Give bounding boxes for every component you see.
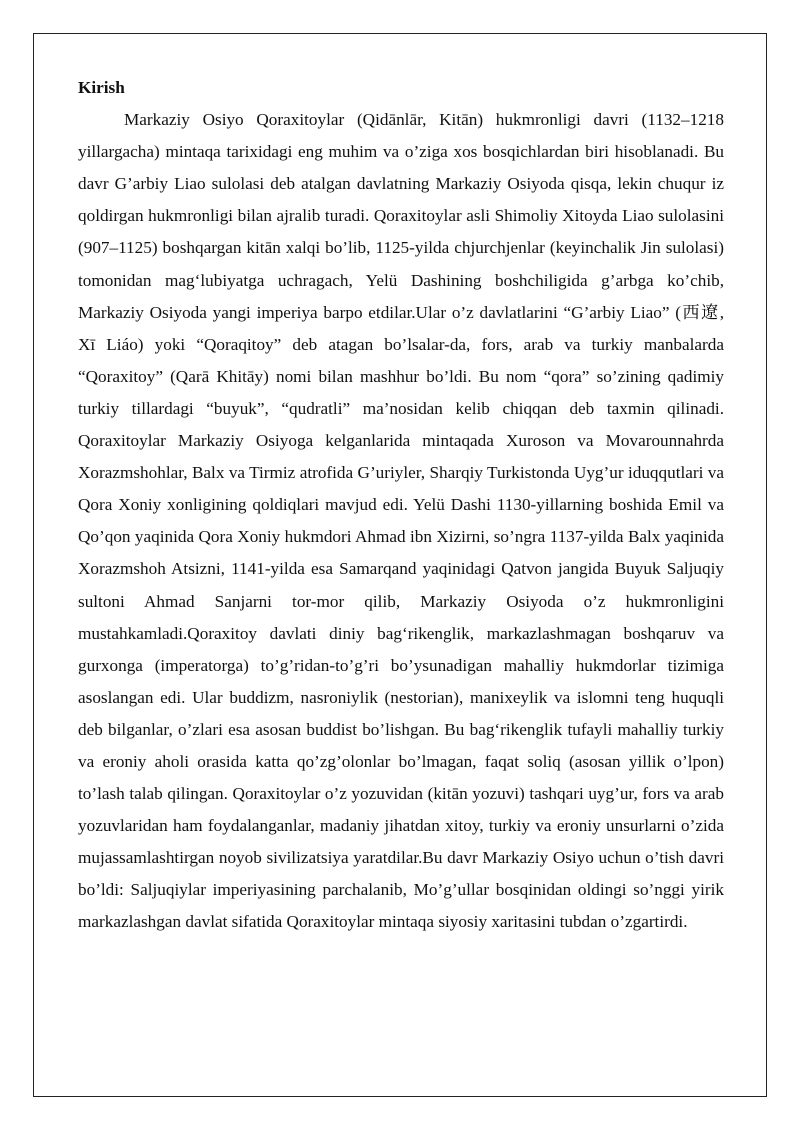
- body-paragraph: Markaziy Osiyo Qoraxitoylar (Qidānlār, Kitān) hukmronligi davri (1132–1218 yillargacha) mintaqa tarixidagi eng muhim va o’ziga xos bosqichlardan biri hisoblanadi. Bu davr G’arbiy Liao sulolasi deb atalgan davlatning Markaziy Osiyoda qisqa, lekin chuqur iz qoldirgan hukmronligi bilan ajralib turadi. Qoraxitoylar asli Shimoliy Xitoyda Liao sulolasini (907–1125) boshqargan kitān xalqi bo’lib, 1125-yilda chjurchjenlar (keyinchalik Jin sulolasi) tomonidan mag‘lubiyatga uchragach, Yelü Dashining boshchiligida g’arbga ko’chib, Markaziy Osiyoda yangi imperiya barpo etdilar.Ular o’z davlatlarini “G’arbiy Liao” (西遼, Xī Liáo) yoki “Qoraqitoy” deb atagan bo’lsalar-da, fors, arab va turkiy manbalarda “Qoraxitoy” (Qarā Khitāy) nomi bilan mashhur bo’ldi. Bu nom “qora” so’zining qadimiy turkiy tillardagi “buyuk”, “qudratli” ma’nosidan kelib chiqqan deb taxmin qilinadi. Qoraxitoylar Markaziy Osiyoga kelganlarida mintaqada Xuroson va Movarounnahrda Xorazmshohlar, Balx va Tirmiz atrofida G’uriyler, Sharqiy Turkistonda Uyg’ur iduqqutlari va Qora Xoniy xonligining qoldiqlari mavjud edi. Yelü Dashi 1130-yillarning boshida Emil va Qo’qon yaqinida Qora Xoniy hukmdori Ahmad ibn Xizirni, so’ngra 1137-yilda Balx yaqinida Xorazmshoh Atsizni, 1141-yilda esa Samarqand yaqinidagi Qatvon jangida Buyuk Saljuqiy sultoni Ahmad Sanjarni tor-mor qilib, Markaziy Osiyoda o’z hukmronligini mustahkamladi.Qoraxitoy davlati diniy bag‘rikenglik, markazlashmagan boshqaruv va gurxonga (imperatorga) to’g’ridan-to’g’ri bo’ysunadigan mahalliy hukmdorlar tizimiga asoslangan edi. Ular buddizm, nasroniylik (nestorian), manixeylik va islomni teng huquqli deb bilganlar, o’zlari esa asosan buddist bo’lishgan. Bu bag‘rikenglik tufayli mahalliy turkiy va eroniy aholi orasida katta qo’zg’olonlar bo’lmagan, faqat soliq (asosan yillik o’lpon) to’lash talab qilingan. Qoraxitoylar o’z yozuvidan (kitān yozuvi) tashqari uyg’ur, fors va arab yozuvlaridan ham foydalanganlar, madaniy jihatdan xitoy, turkiy va eroniy unsurlarni o’zida mujassamlashtirgan noyob sivilizatsiya yaratdilar.Bu davr Markaziy Osiyo uchun o’tish davri bo’ldi: Saljuqiylar imperiyasining parchalanib, Mo’g’ullar bosqinidan oldingi so’nggi yirik markazlashgan davlat sifatida Qoraxitoylar mintaqa siyosiy xaritasini tubdan o’zgartirdi.: [78, 110, 724, 932]
- document-body: [78, 72, 724, 939]
- section-heading: Kirish: [78, 78, 125, 97]
